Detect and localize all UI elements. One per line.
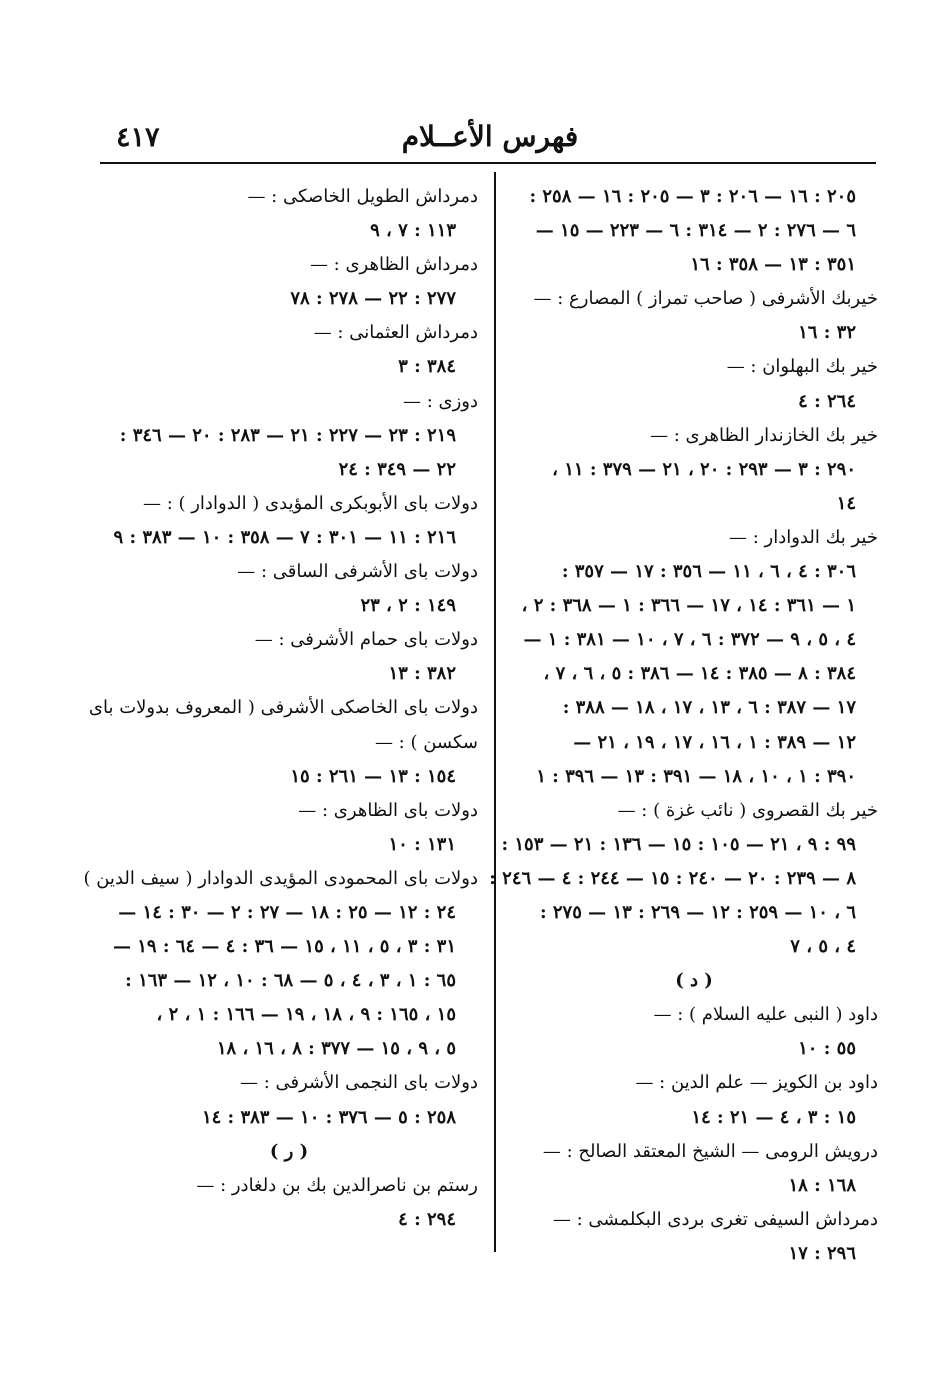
left-col-page-refs: ٢١٦ : ١١ — ٣٠١ : ٧ — ٣٥٨ : ١٠ — ٣٨٣ : ٩ <box>113 526 456 548</box>
right-col-page-refs: ٣٨٤ : ٨ — ٣٨٥ : ١٤ — ٣٨٦ : ٥ ، ٦ ، ٧ ، <box>543 663 856 685</box>
left-col-page-refs: ٥ ، ٩ ، ١٥ — ٣٧٧ : ٨ ، ١٦ ، ١٨ <box>216 1038 456 1060</box>
left-col-entry-name: دوزى : — <box>403 390 478 412</box>
right-col-page-refs: ٣٩٠ : ١ ، ١٠ ، ١٨ — ٣٩١ : ١٣ — ٣٩٦ : ١ <box>536 765 856 787</box>
header-rule <box>100 162 876 164</box>
left-col-page-refs: ٢٤ : ١٢ — ٢٥ : ١٨ — ٢٧ : ٢ — ٣٠ : ١٤ — <box>118 901 456 923</box>
index-column-left <box>83 180 478 1237</box>
page-title: فهرس الأعــلام <box>401 120 579 153</box>
left-col-page-refs: ١٤٩ : ٢ ، ٢٣ <box>360 595 456 617</box>
left-col-page-refs: ٢٥٨ : ٥ — ٣٧٦ : ١٠ — ٣٨٣ : ١٤ <box>201 1106 456 1128</box>
right-col-page-refs: ٦ — ٢٧٦ : ٢ — ٣١٤ : ٦ — ٢٢٣ — ١٥ — <box>535 220 856 242</box>
right-col-entry-name: داود ( النبى عليه السلام ) : — <box>653 1004 878 1026</box>
left-col-page-refs: ١٣١ : ١٠ <box>388 833 456 855</box>
left-col-page-refs: ١١٣ : ٧ ، ٩ <box>370 220 456 242</box>
left-col-page-refs: ٢٢ — ٣٤٩ : ٢٤ <box>338 458 456 480</box>
right-col-page-refs: ٤ ، ٥ ، ٩ — ٣٧٢ : ٦ ، ٧ ، ١٠ — ٣٨١ : ١ — <box>523 629 856 651</box>
right-col-page-refs: ٢٦٤ : ٤ <box>798 390 856 412</box>
left-col-entry-name: دولات باى الخاصكى الأشرفى ( المعروف بدولات باى <box>88 697 478 719</box>
right-col-page-refs: ٤ ، ٥ ، ٧ <box>790 936 856 958</box>
right-col-page-refs: ٢٩٦ : ١٧ <box>788 1242 856 1264</box>
left-col-page-refs: ٢١٩ : ٢٣ — ٢٢٧ : ٢١ — ٢٨٣ : ٢٠ — ٣٤٦ : <box>119 424 456 446</box>
left-col-page-refs: ١٥٤ : ١٣ — ٢٦١ : ١٥ <box>290 765 456 787</box>
right-col-page-refs: ١٤ <box>836 492 856 514</box>
left-col-entry-name: دمرداش الظاهرى : — <box>309 254 478 276</box>
left-col-entry-name: دولات باى المحمودى المؤيدى الدوادار ( سيف الدين ) <box>83 867 478 889</box>
right-col-entry-name: خير بك القصروى ( نائب غزة ) : — <box>617 799 878 821</box>
right-col-page-refs: ٥٥ : ١٠ <box>798 1038 856 1060</box>
right-col-page-refs: ١٧ — ٣٨٧ : ٦ ، ١٣ ، ١٧ ، ١٨ — ٣٨٨ : <box>562 697 856 719</box>
left-col-entry-name: دمرداش الطويل الخاصكى : — <box>247 186 478 207</box>
right-col-entry-name: خير بك البهلوان : — <box>726 356 878 378</box>
left-col-page-refs: ٦٥ : ١ ، ٣ ، ٤ ، ٥ — ٦٨ : ١٠ ، ١٢ — ١٦٣ : <box>125 970 456 992</box>
left-col-page-refs: ٢٩٤ : ٤ <box>398 1208 456 1230</box>
right-col-page-refs: ٣٥١ : ١٣ — ٣٥٨ : ١٦ <box>690 254 856 276</box>
left-col-entry-name: دولات باى الأبوبكرى المؤيدى ( الدوادار ) : — <box>142 492 478 514</box>
left-col-page-refs: ٣١ : ٣ ، ٥ ، ١١ ، ١٥ — ٣٦ : ٤ — ٦٤ : ١٩ — <box>112 936 456 958</box>
left-col-page-refs: ٣٨٤ : ٣ <box>398 356 456 378</box>
right-col-page-refs: ١٦٨ : ١٨ <box>788 1174 856 1196</box>
right-col-page-refs: ٣٠٦ : ٤ ، ٦ ، ١١ — ٣٥٦ : ١٧ — ٣٥٧ : <box>561 561 856 583</box>
right-col-entry-name: خير بك الدوادار : — <box>729 526 878 548</box>
left-col-entry-name: رستم بن ناصرالدين بك بن دلغادر : — <box>196 1174 478 1196</box>
right-col-entry-name: داود بن الكويز — علم الدين : — <box>635 1072 878 1094</box>
left-col-entry-name: دولات باى النجمى الأشرفى : — <box>239 1072 478 1094</box>
right-col-page-refs: ٦ ، ١٠ — ٢٥٩ : ١٢ — ٢٦٩ : ١٣ — ٢٧٥ : <box>539 901 856 923</box>
index-column-right <box>489 180 878 1271</box>
left-col-entry-name: دولات باى الظاهرى : — <box>298 799 478 821</box>
right-col-page-refs: ٣٢ : ١٦ <box>798 322 856 344</box>
column-divider <box>494 172 496 1252</box>
left-col-entry-name: سكسن ) : — <box>374 731 478 753</box>
right-col-page-refs: ٨ — ٢٣٩ : ٢٠ — ٢٤٠ : ١٥ — ٢٤٤ : ٤ — ٢٤٦ : <box>489 867 856 889</box>
right-col-page-refs: ٩٩ : ٩ ، ٢١ — ١٠٥ : ١٥ — ١٣٦ : ٢١ — ١٥٣ : <box>501 833 856 855</box>
right-col-page-refs: ١٢ — ٣٨٩ : ١ ، ١٦ ، ١٧ ، ١٩ ، ٢١ — <box>573 731 856 753</box>
right-col-entry-name: درويش الرومى — الشيخ المعتقد الصالح : — <box>542 1140 878 1162</box>
right-col-page-refs: ١ — ٣٦١ : ١٤ ، ١٧ — ٣٦٦ : ١ — ٣٦٨ : ٢ ، <box>521 595 856 617</box>
right-col-page-refs: ٢٩٠ : ٣ — ٢٩٣ : ٢٠ ، ٢١ — ٣٧٩ : ١١ ، <box>552 458 856 480</box>
right-col-entry-name: دمرداش السيفى تغرى بردى البكلمشى : — <box>552 1208 878 1230</box>
right-col-entry-name: خير بك الخازندار الظاهرى : — <box>649 424 878 446</box>
left-col-entry-name: دولات باى حمام الأشرفى : — <box>254 629 478 651</box>
right-col-page-refs: ٢٠٥ : ١٦ — ٢٠٦ : ٣ — ٢٠٥ : ١٦ — ٢٥٨ : <box>529 186 856 207</box>
left-col-entry-name: دمرداش العثمانى : — <box>313 322 478 344</box>
left-col-page-refs: ٣٨٢ : ١٣ <box>388 663 456 685</box>
right-col-page-refs: ١٥ : ٣ ، ٤ — ٢١ : ١٤ <box>691 1106 856 1128</box>
right-col-entry-name: خيربك الأشرفى ( صاحب تمراز ) المصارع : — <box>533 288 878 310</box>
left-col-page-refs: ٢٧٧ : ٢٢ — ٢٧٨ : ٧٨ <box>290 288 456 310</box>
left-col-entry-name: دولات باى الأشرفى الساقى : — <box>237 561 478 583</box>
left-col-page-refs: ١٥ ، ١٦٥ : ٩ ، ١٨ ، ١٩ — ١٦٦ : ١ ، ٢ ، <box>156 1004 456 1026</box>
right-col-section-letter: ( د ) <box>675 970 713 992</box>
page-number: ٤١٧ <box>116 122 160 153</box>
left-col-section-letter: ( ر ) <box>269 1140 309 1162</box>
